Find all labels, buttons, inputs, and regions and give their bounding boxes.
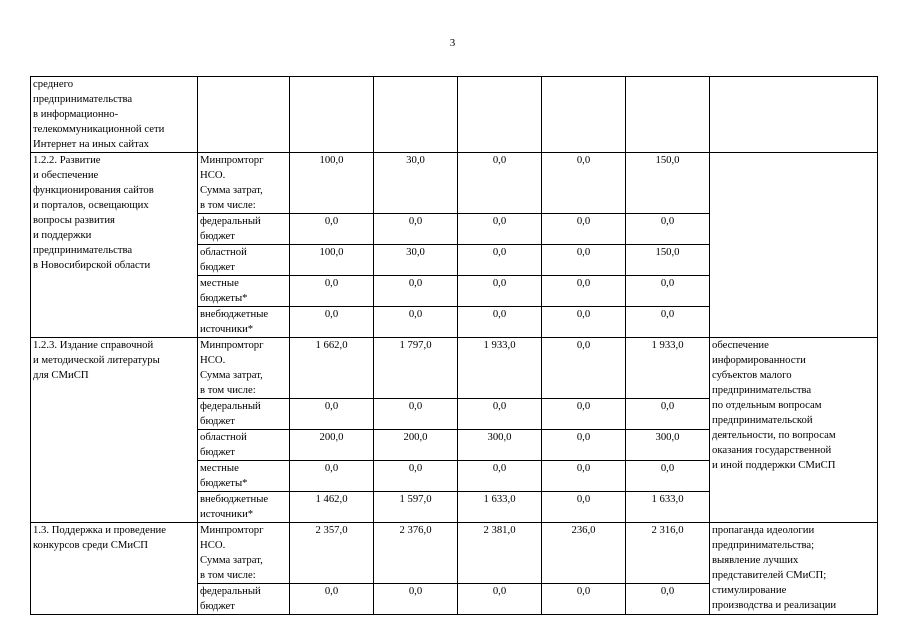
value-cell: 2 376,0 — [374, 523, 458, 584]
value-cell: 1 597,0 — [374, 492, 458, 523]
funding-source: внебюджетные источники* — [198, 492, 290, 523]
value-cell: 0,0 — [374, 214, 458, 245]
table-row — [31, 338, 878, 399]
funding-source: местные бюджеты* — [198, 461, 290, 492]
value-cell: 1 633,0 — [626, 492, 710, 523]
value-cell: 1 933,0 — [458, 338, 542, 399]
value-cell: 100,0 — [290, 245, 374, 276]
value-cell: 0,0 — [290, 461, 374, 492]
value-cell: 100,0 — [290, 153, 374, 214]
value-cell: 0,0 — [542, 461, 626, 492]
value-cell: 150,0 — [626, 245, 710, 276]
value-cell: 0,0 — [626, 307, 710, 338]
value-cell: 0,0 — [626, 276, 710, 307]
value-cell: 0,0 — [290, 276, 374, 307]
value-cell: 0,0 — [290, 399, 374, 430]
value-cell: 0,0 — [458, 307, 542, 338]
value-cell: 0,0 — [542, 338, 626, 399]
value-cell: 0,0 — [626, 214, 710, 245]
value-cell: 0,0 — [458, 245, 542, 276]
table-row — [31, 77, 878, 153]
funding-source: федеральный бюджет — [198, 584, 290, 615]
value-cell: 1 933,0 — [626, 338, 710, 399]
value-cell: 0,0 — [458, 584, 542, 615]
value-cell: 0,0 — [458, 399, 542, 430]
funding-source: Минпромторг НСО. Сумма затрат, в том числе: — [198, 523, 290, 584]
funding-source: областной бюджет — [198, 430, 290, 461]
value-cell: 236,0 — [542, 523, 626, 584]
table-row — [31, 523, 878, 584]
empty-cell — [626, 77, 710, 153]
value-cell: 300,0 — [458, 430, 542, 461]
value-cell: 0,0 — [542, 276, 626, 307]
value-cell: 0,0 — [458, 461, 542, 492]
funding-source: Минпромторг НСО. Сумма затрат, в том числе: — [198, 338, 290, 399]
value-cell: 1 797,0 — [374, 338, 458, 399]
value-cell: 0,0 — [374, 584, 458, 615]
value-cell: 0,0 — [374, 307, 458, 338]
expected-result: обеспечение информированности субъектов малого предпринимательства по отдельным вопросам предпринимательской деятельности, по вопросам оказания государственной и иной поддержки СМиСП — [710, 338, 878, 523]
value-cell: 0,0 — [542, 245, 626, 276]
value-cell: 0,0 — [374, 399, 458, 430]
value-cell: 0,0 — [542, 584, 626, 615]
value-cell: 2 316,0 — [626, 523, 710, 584]
value-cell: 2 381,0 — [458, 523, 542, 584]
value-cell: 300,0 — [626, 430, 710, 461]
funding-source: Минпромторг НСО. Сумма затрат, в том числе: — [198, 153, 290, 214]
value-cell: 0,0 — [626, 584, 710, 615]
empty-cell — [542, 77, 626, 153]
page-number: 3 — [449, 37, 456, 49]
empty-cell — [458, 77, 542, 153]
expected-result — [710, 153, 878, 338]
budget-table — [30, 76, 878, 615]
value-cell: 1 462,0 — [290, 492, 374, 523]
measure-description: среднего предпринимательства в информационно- телекоммуникационной сети Интернет на иных сайтах — [31, 77, 198, 153]
funding-source: областной бюджет — [198, 245, 290, 276]
value-cell: 0,0 — [542, 153, 626, 214]
value-cell: 0,0 — [458, 214, 542, 245]
value-cell: 0,0 — [542, 399, 626, 430]
funding-source: федеральный бюджет — [198, 399, 290, 430]
value-cell: 0,0 — [290, 584, 374, 615]
empty-cell — [290, 77, 374, 153]
value-cell: 30,0 — [374, 153, 458, 214]
value-cell: 0,0 — [542, 430, 626, 461]
table-row — [31, 153, 878, 214]
value-cell: 2 357,0 — [290, 523, 374, 584]
value-cell: 1 633,0 — [458, 492, 542, 523]
value-cell: 0,0 — [374, 461, 458, 492]
value-cell: 0,0 — [542, 307, 626, 338]
funding-source: федеральный бюджет — [198, 214, 290, 245]
empty-cell — [198, 77, 290, 153]
value-cell: 0,0 — [458, 276, 542, 307]
empty-cell — [374, 77, 458, 153]
value-cell: 1 662,0 — [290, 338, 374, 399]
empty-cell — [710, 77, 878, 153]
value-cell: 200,0 — [290, 430, 374, 461]
measure-description: 1.3. Поддержка и проведение конкурсов среди СМиСП — [31, 523, 198, 615]
value-cell: 0,0 — [458, 153, 542, 214]
measure-description: 1.2.2. Развитие и обеспечение функционирования сайтов и порталов, освещающих вопросы развития и поддержки предпринимательства в Новосибирской области — [31, 153, 198, 338]
value-cell: 0,0 — [290, 214, 374, 245]
value-cell: 0,0 — [626, 461, 710, 492]
expected-result: пропаганда идеологии предпринимательства; выявление лучших представителей СМиСП; стимулирование производства и реализации — [710, 523, 878, 615]
value-cell: 0,0 — [542, 492, 626, 523]
funding-source: внебюджетные источники* — [198, 307, 290, 338]
value-cell: 0,0 — [290, 307, 374, 338]
value-cell: 0,0 — [542, 214, 626, 245]
value-cell: 200,0 — [374, 430, 458, 461]
value-cell: 0,0 — [626, 399, 710, 430]
value-cell: 150,0 — [626, 153, 710, 214]
funding-source: местные бюджеты* — [198, 276, 290, 307]
value-cell: 30,0 — [374, 245, 458, 276]
value-cell: 0,0 — [374, 276, 458, 307]
measure-description: 1.2.3. Издание справочной и методической литературы для СМиСП — [31, 338, 198, 523]
